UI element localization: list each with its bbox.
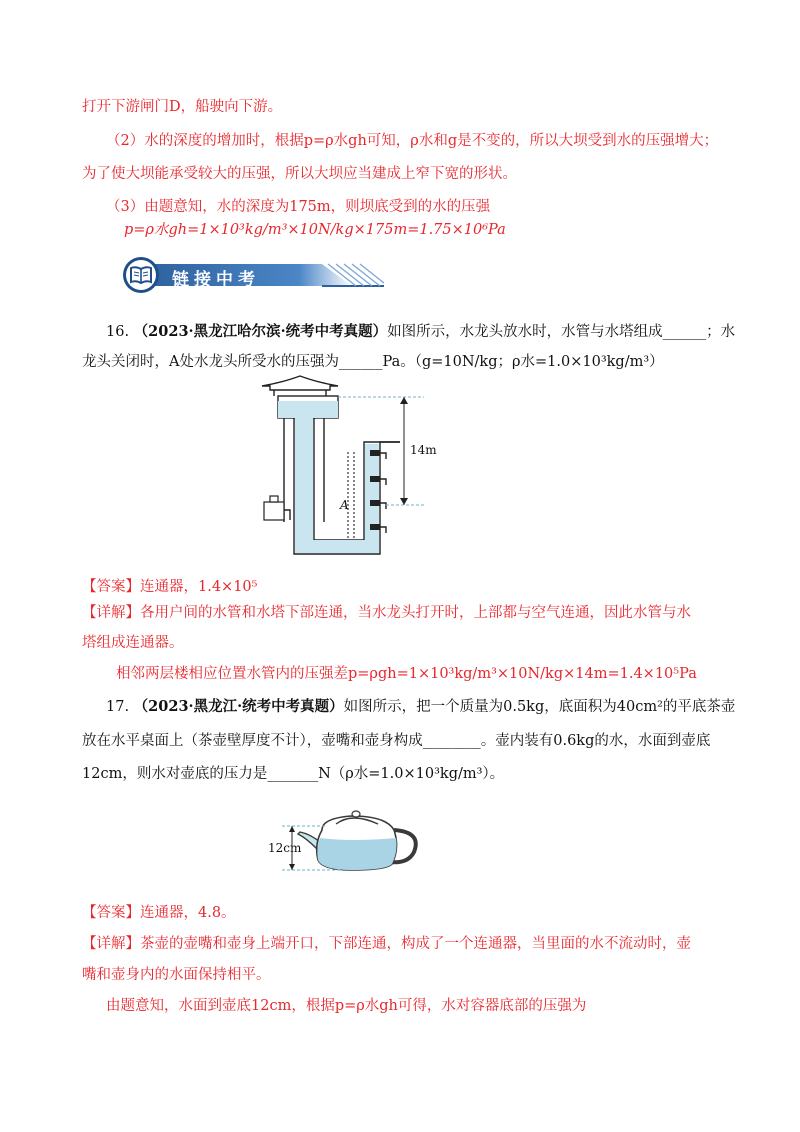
detail-16-line3: 相邻两层楼相应位置水管内的压强差p=ρgh=1×10³kg/m³×10N/kg×14m=1.4×10⁵Pa — [116, 666, 697, 682]
solution-formula: p=ρ水gh=1×10³kg/m³×10N/kg×175m=1.75×10⁶Pa — [124, 222, 506, 238]
book-icon — [129, 265, 153, 285]
answer-16 — [82, 577, 257, 597]
detail-16-line2: 塔组成连通器。 — [82, 635, 184, 651]
detail-tag: 【详解】 — [82, 605, 140, 621]
question-text: 如图所示，水龙头放水时，水管与水塔组成______；水 — [387, 324, 736, 340]
detail-17-line3: 由题意知，水面到壶底12cm，根据p=ρ水gh可得，水对容器底部的压强为 — [106, 998, 587, 1014]
solution-line: 打开下游闸门D，船驶向下游。 — [82, 99, 283, 115]
question-text: 如图所示，把一个质量为0.5kg，底面积为40cm²的平底茶壶 — [343, 699, 736, 715]
answer-17 — [82, 903, 236, 923]
point-a-label: A — [340, 498, 349, 512]
question-source: （2023·黑龙江哈尔滨·统考中考真题） — [133, 323, 388, 340]
answer-tag: 【答案】 — [82, 579, 140, 595]
question-number: 16. — [106, 324, 130, 340]
detail-text: 茶壶的壶嘴和壶身上端开口，下部连通，构成了一个连通器，当里面的水不流动时，壶 — [140, 936, 691, 952]
question-16-line1 — [106, 322, 735, 342]
solution-line: （2）水的深度的增加时，根据p=ρ水gh可知，ρ水和g是不变的，所以大坝受到水的压强增大； — [106, 133, 719, 149]
banner-title: 链接中考 — [172, 270, 260, 290]
question-17-line1 — [106, 697, 735, 717]
answer-text: 连通器，1.4×10⁵ — [140, 579, 258, 595]
question-number: 17. — [106, 699, 130, 715]
solution-line: 为了使大坝能承受较大的压强，所以大坝应当建成上窄下宽的形状。 — [82, 166, 517, 182]
teapot-figure — [282, 808, 432, 878]
detail-tag: 【详解】 — [82, 936, 140, 952]
detail-17-line2: 嘴和壶身内的水面保持相平。 — [82, 967, 271, 983]
question-17-line2: 放在水平桌面上（茶壶壁厚度不计），壶嘴和壶身构成________。壶内装有0.6kg的水，水面到壶底 — [82, 733, 711, 749]
answer-tag: 【答案】 — [82, 905, 140, 921]
question-16-line2: 龙头关闭时，A处水龙头所受水的压强为______Pa。（g=10N/kg；ρ水=1.0×10³kg/m³） — [82, 354, 664, 370]
height-label: 14m — [410, 443, 437, 457]
detail-16-line1 — [82, 603, 691, 623]
question-17-line3: 12cm，则水对壶底的压力是_______N（ρ水=1.0×10³kg/m³）。 — [82, 766, 505, 782]
answer-text: 连通器，4.8。 — [140, 905, 236, 921]
question-source: （2023·黑龙江·统考中考真题） — [133, 698, 344, 715]
section-banner — [122, 256, 384, 294]
teapot-height-label: 12cm — [268, 841, 302, 855]
solution-line: （3）由题意知，水的深度为175m，则坝底受到的水的压强 — [106, 199, 491, 215]
water-tower-figure — [254, 372, 494, 572]
detail-text: 各用户间的水管和水塔下部连通，当水龙头打开时，上部都与空气连通，因此水管与水 — [140, 605, 691, 621]
detail-17-line1 — [82, 934, 691, 954]
